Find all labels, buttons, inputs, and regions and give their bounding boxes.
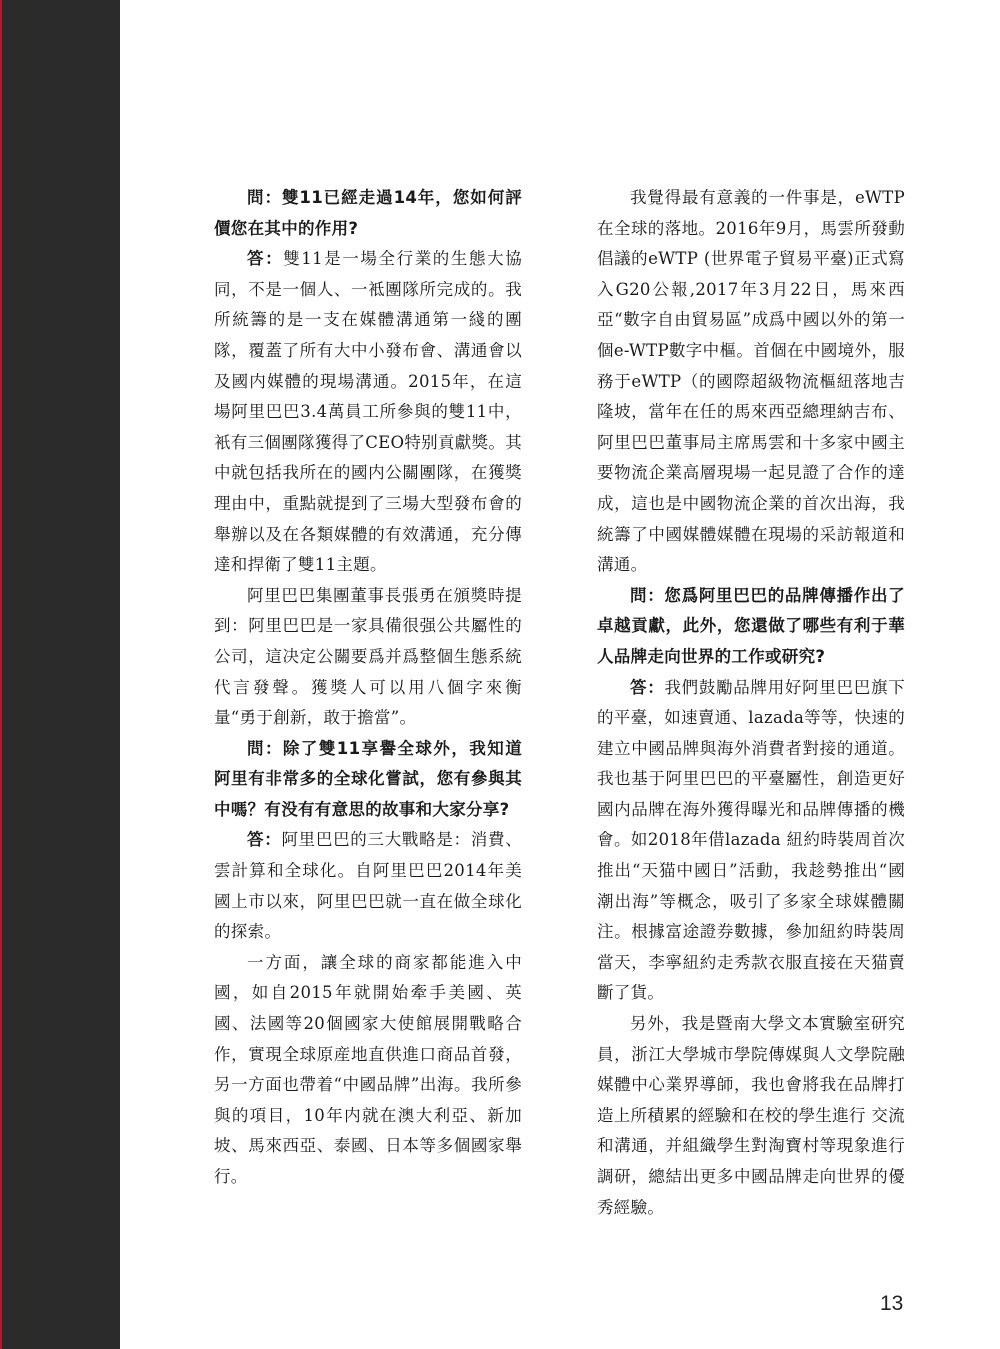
paragraph: 另外，我是暨南大學文本實驗室研究員，浙江大學城市學院傳媒與人文學院融媒體中心業界導師，我也會將我在品牌打造上所積累的經驗和在校的學生進行 交流和溝通，并組織學生對淘寶村等現象進行調研，總結出更多中國品牌走向世界的優秀經驗。 (597, 1014, 905, 1217)
paragraph: 阿里巴巴集團董事長張勇在頒獎時提到：阿里巴巴是一家具備很强公共屬性的公司，這决定公關要爲并爲整個生態系統代言發聲。獲獎人可以用八個字來衡量“勇于創新，敢于擔當”。 (214, 585, 522, 728)
answer-label: 答： (630, 677, 665, 697)
answer-3 (597, 673, 905, 1010)
page-number: 13 (880, 1292, 904, 1315)
answer-2 (214, 825, 522, 947)
answer-text: 雙11是一場全行業的生態大協同，不是一個人、一袛團隊所完成的。我所統籌的是一支在媒體溝通第一綫的團隊，覆蓋了所有大中小發布會、溝通會以及國内媒體的現場溝通。2015年，在這場阿里巴巴3.4萬員工所參與的雙11中，衹有三個團隊獲得了CEO特别貢獻獎。其中就包括我所在的國内公關團隊，在獲獎理由中，重點就提到了三場大型發布會的舉辦以及在各類媒體的有效溝通，充分傳達和捍衛了雙11主題。 (214, 249, 522, 575)
side-bar-red-edge (0, 0, 2, 1349)
question-3: 問：您爲阿里巴巴的品牌傳播作出了卓越貢獻，此外，您還做了哪些有利于華人品牌走向世界的工作或研究? (597, 585, 905, 666)
question-1: 問：雙11已經走過14年，您如何評價您在其中的作用? (214, 188, 522, 238)
answer-text: 我們鼓勵品牌用好阿里巴巴旗下的平臺，如速賣通、lazada等等，快速的建立中國品牌與海外消費者對接的通道。我也基于阿里巴巴的平臺屬性，創造更好國内品牌在海外獲得曝光和品牌傳播的機會。如2018年借lazada 紐約時裝周首次推出“天猫中國日”活動，我趁勢推出“國潮出海”等概念，吸引了多家全球媒體關注。根據富途證券數據，參加紐約時裝周當天，李寧紐約走秀款衣服直接在天猫賣斷了貨。 (597, 677, 905, 1003)
answer-1 (214, 244, 522, 581)
answer-label: 答： (247, 830, 282, 850)
left-column (214, 183, 522, 1193)
paragraph: 一方面，讓全球的商家都能進入中國，如自2015年就開始牽手美國、英國、法國等20個國家大使館展開戰略合作，實現全球原産地直供進口商品首發，另一方面也帶着“中國品牌”出海。我所參與的項目，10年内就在澳大利亞、新加坡、馬來西亞、泰國、日本等多個國家舉行。 (214, 952, 522, 1186)
paragraph: 我覺得最有意義的一件事是，eWTP在全球的落地。2016年9月，馬雲所發動倡議的eWTP (世界電子貿易平臺)正式寫入G20公報,2017年3月22日，馬來西亞“數字自由貿易區”成爲中國以外的第一個e-WTP數字中樞。首個在中國境外，服務于eWTP（的國際超級物流樞紐落地吉隆坡，當年在任的馬來西亞總理納吉布、阿里巴巴董事局主席馬雲和十多家中國主要物流企業高層現場一起見證了合作的達成，這也是中國物流企業的首次出海，我統籌了中國媒體媒體在現場的采訪報道和溝通。 (597, 188, 905, 575)
question-2: 問：除了雙11享譽全球外，我知道阿里有非常多的全球化嘗試，您有參與其中嗎？有没有有意思的故事和大家分享? (214, 738, 522, 819)
side-bar-decoration (0, 0, 120, 1349)
answer-label: 答： (247, 249, 284, 269)
right-column (597, 183, 905, 1223)
answer-text: 阿里巴巴的三大戰略是：消費、雲計算和全球化。自阿里巴巴2014年美國上市以來，阿里巴巴就一直在做全球化的探索。 (214, 830, 522, 942)
